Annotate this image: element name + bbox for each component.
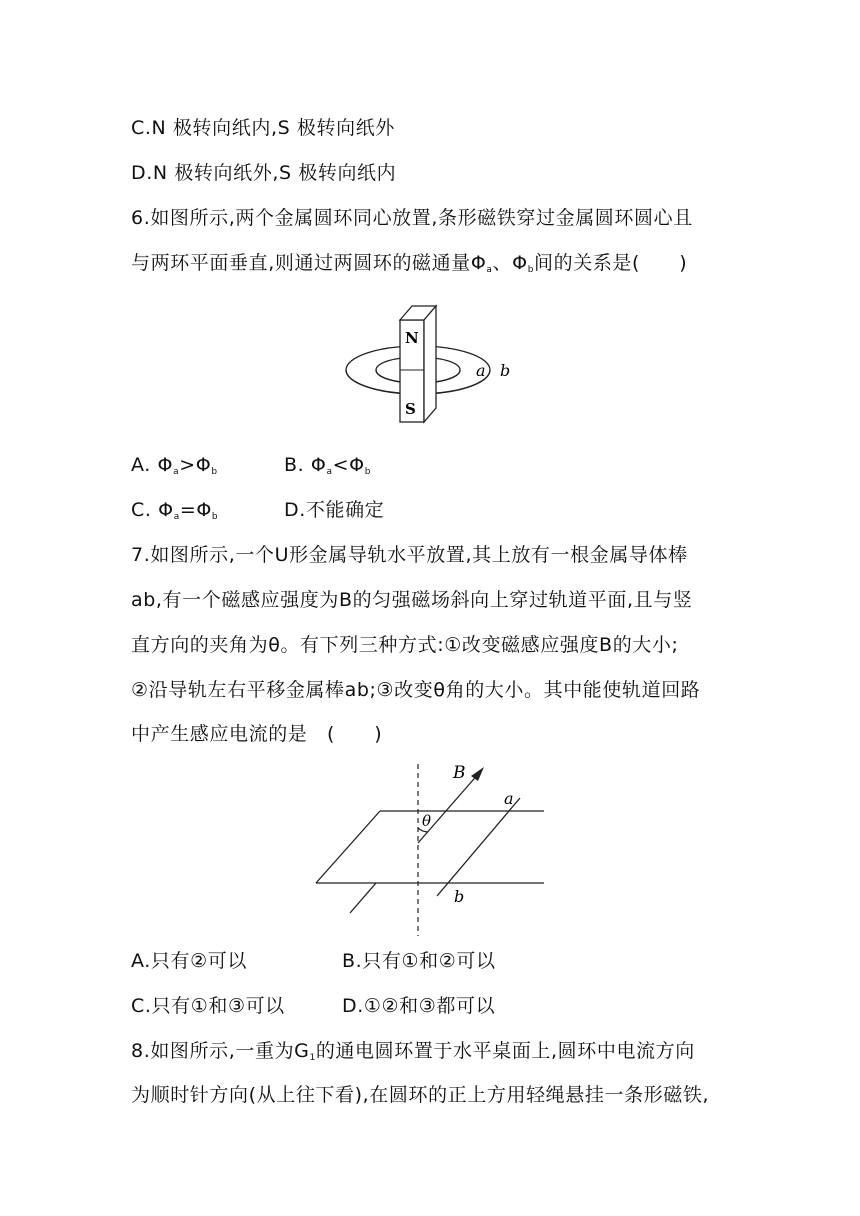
- q7-option-b: B.只有①和②可以: [342, 950, 496, 972]
- q6-option-c-pre: C. Φ: [131, 499, 174, 521]
- q5-option-c: C.N 极转向纸内,S 极转向纸外: [131, 117, 395, 139]
- q6-stem-line2-mid: 、Φ: [492, 252, 528, 274]
- ring-a-label: a: [476, 361, 486, 380]
- q6-option-a-mid: >Φ: [179, 454, 212, 476]
- inner-ring-front-arc: [376, 370, 400, 382]
- ring-b-label: b: [500, 361, 511, 380]
- q6-option-a-sub2: b: [211, 467, 218, 477]
- rod-end-a-label: a: [504, 789, 514, 808]
- q8-sub-1: 1: [309, 1053, 316, 1063]
- conductor-rod-ab: [437, 798, 520, 896]
- q7-stem-line5: 中产生感应电流的是 ( ): [131, 723, 383, 745]
- q6-option-a-pre: A. Φ: [131, 454, 174, 476]
- q6-figure-magnet-rings: [340, 298, 540, 428]
- q6-option-c-sub2: b: [211, 512, 219, 522]
- outer-ring-front-arc: [346, 370, 400, 393]
- q6-stem-line2: [131, 251, 687, 282]
- q7-stem-line1: 7.如图所示,一个U形金属导轨水平放置,其上放有一根金属导体棒: [131, 544, 688, 566]
- q8-stem-line1-post: 的通电圆环置于水平桌面上,圆环中电流方向: [315, 1040, 695, 1062]
- q7-stem-line4: ②沿导轨左右平移金属棒ab;③改变θ角的大小。其中能使轨道回路: [131, 679, 701, 701]
- magnet-s-label: S: [405, 400, 416, 418]
- q8-stem-line1: [131, 1039, 695, 1070]
- q6-stem-line1: 6.如图所示,两个金属圆环同心放置,条形磁铁穿过金属圆环圆心且: [131, 207, 693, 229]
- q6-option-b-sub2: b: [364, 467, 372, 477]
- magnet-n-label: N: [405, 329, 419, 347]
- q5-option-d: D.N 极转向纸外,S 极转向纸内: [131, 162, 397, 184]
- q7-option-d: D.①②和③都可以: [342, 995, 496, 1017]
- inner-ring-front-arc-right: [436, 370, 460, 382]
- q7-option-c: C.只有①和③可以: [131, 995, 285, 1017]
- q6-option-b-mid: <Φ: [332, 454, 365, 476]
- q6-sub-b: b: [527, 265, 535, 275]
- q8-stem-line1-pre: 8.如图所示,一重为G: [131, 1040, 310, 1062]
- rail-extension: [350, 883, 376, 913]
- rod-end-b-label: b: [454, 887, 465, 906]
- q6-option-b-pre: B. Φ: [284, 454, 327, 476]
- q7-option-a: A.只有②可以: [131, 950, 247, 972]
- q6-option-c: [131, 498, 218, 529]
- angle-theta-label: θ: [422, 812, 432, 830]
- q6-option-c-sub1: a: [173, 512, 180, 522]
- q6-stem-line2-text: 与两环平面垂直,则通过两圆环的磁通量Φ: [131, 252, 487, 274]
- q7-figure-rail-field: [310, 758, 560, 938]
- q6-option-a: [131, 453, 218, 484]
- q6-option-a-sub1: a: [173, 467, 180, 477]
- q8-stem-line2: 为顺时针方向(从上往下看),在圆环的正上方用轻绳悬挂一条形磁铁,: [131, 1084, 710, 1106]
- q6-option-b: [284, 453, 371, 484]
- q7-stem-line2: ab,有一个磁感应强度为B的匀强磁场斜向上穿过轨道平面,且与竖: [131, 589, 693, 611]
- q7-stem-line3: 直方向的夹角为θ。有下列三种方式:①改变磁感应强度B的大小;: [131, 634, 679, 656]
- q6-option-b-sub1: a: [326, 467, 333, 477]
- q6-option-c-mid: =Φ: [179, 499, 212, 521]
- q6-stem-line2-end: 间的关系是( ): [534, 252, 688, 274]
- field-b-label: B: [453, 763, 466, 783]
- q6-sub-a: a: [486, 265, 493, 275]
- q6-option-d: D.不能确定: [284, 499, 385, 521]
